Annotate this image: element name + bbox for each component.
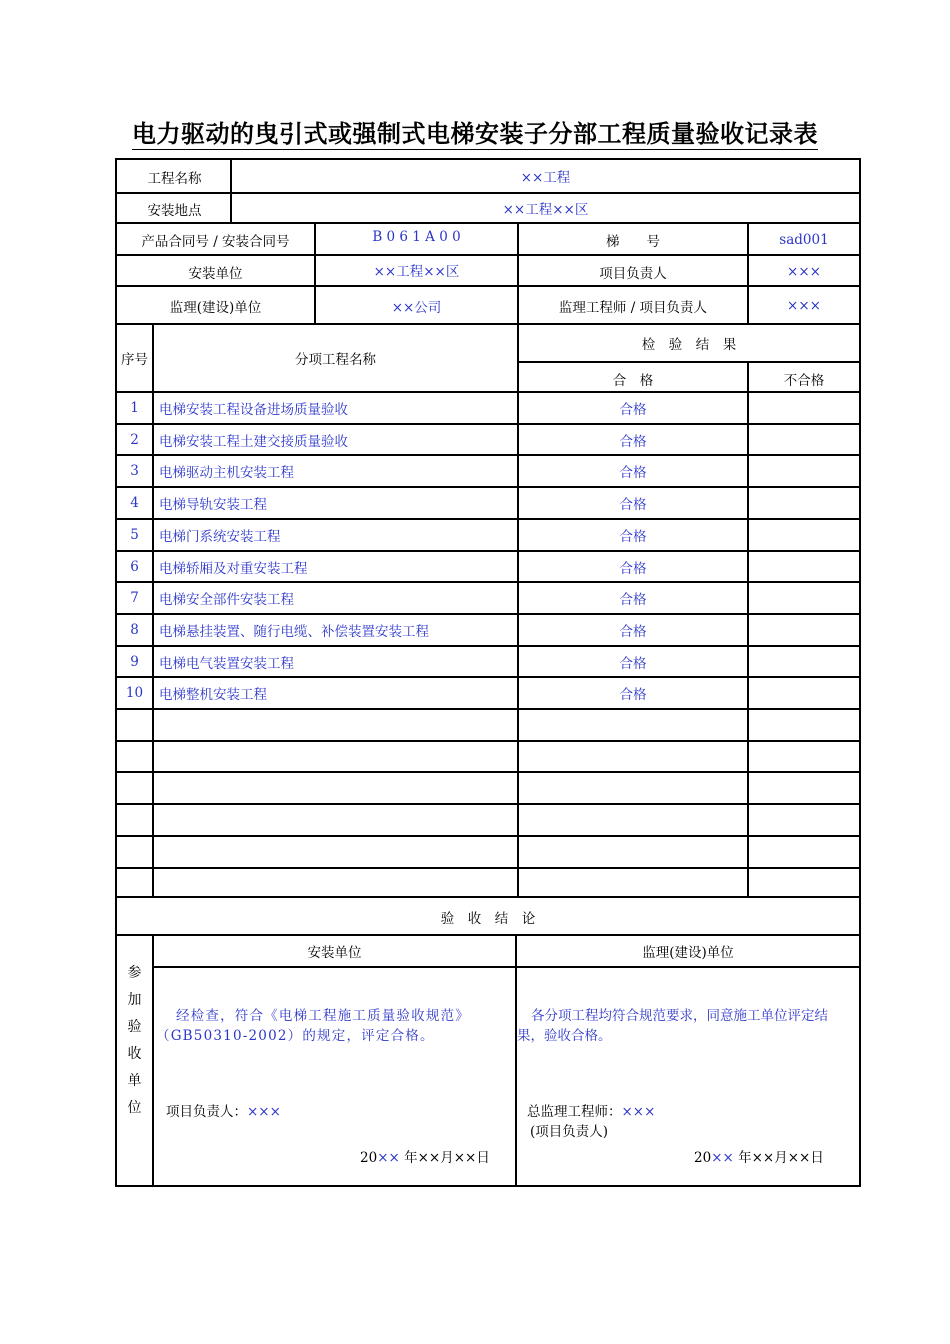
row-pass: [519, 742, 747, 771]
row-no: [117, 773, 152, 803]
row-no: 5: [130, 527, 139, 543]
row-name: 电梯悬挂装置、随行电缆、补偿装置安装工程: [159, 624, 429, 640]
participating-units-label: [117, 960, 152, 1122]
row-pass: 合格: [619, 465, 647, 481]
row-pass: 合格: [619, 402, 647, 418]
row-fail: [749, 869, 859, 898]
row-no: 6: [130, 558, 139, 575]
row-no: [117, 869, 152, 898]
supervisor-engineer-value: ×××: [787, 298, 821, 314]
row-pass: 合格: [619, 687, 647, 703]
row-fail: [749, 615, 859, 645]
col-fail-header: 不合格: [783, 373, 825, 389]
installer-opinion: 经检查，符合《电梯工程施工质量验收规范》（GB50310-2002）的规定，评定合格。: [156, 1008, 470, 1044]
installer-heading: 安装单位: [307, 945, 362, 961]
row-fail: [749, 552, 859, 581]
row-no: [117, 742, 152, 771]
row-fail: [749, 773, 859, 803]
row-no: 8: [130, 622, 139, 638]
project-name-label: 工程名称: [147, 171, 202, 187]
row-name: 电梯安全部件安装工程: [159, 592, 294, 608]
row-no: 7: [130, 590, 139, 606]
page-title: 电力驱动的曳引式或强制式电梯安装子分部工程质量验收记录表: [132, 119, 818, 148]
row-fail: [749, 805, 859, 835]
row-fail: [749, 583, 859, 613]
row-pass: 合格: [619, 560, 647, 577]
col-name-header: 分项工程名称: [295, 352, 376, 368]
row-fail: [749, 710, 859, 740]
row-name: 电梯门系统安装工程: [159, 529, 281, 545]
acceptance-form: [115, 158, 861, 1187]
row-name: [154, 710, 517, 740]
contract-value: B 0 6 1 A 0 0: [372, 229, 461, 245]
row-name: 电梯安装工程设备进场质量验收: [159, 402, 348, 418]
row-name: [154, 869, 517, 898]
conclusion-heading: 验 收 结 论: [440, 911, 536, 927]
supervisor-signature-sub: (项目负责人): [530, 1124, 609, 1140]
row-fail: [749, 393, 859, 423]
installer-signature: 项目负责人：×××: [166, 1104, 281, 1120]
row-pass: 合格: [619, 655, 647, 672]
supervisor-label: 监理(建设)单位: [169, 300, 262, 316]
row-fail: [749, 488, 859, 518]
row-fail: [749, 647, 859, 676]
side-label-char: 单: [127, 1073, 142, 1089]
row-fail: [749, 678, 859, 708]
side-label-char: 加: [127, 992, 142, 1008]
row-no: 4: [130, 495, 139, 511]
row-no: 2: [130, 431, 139, 448]
project-name-value: ××工程: [520, 170, 571, 186]
row-name: [154, 837, 517, 867]
installer-value: ××工程××区: [373, 263, 460, 280]
side-label-char: 收: [127, 1046, 142, 1062]
supervisor-signature: 总监理工程师：×××: [527, 1104, 656, 1120]
supervisor-opinion: 各分项工程均符合规范要求，同意施工单位评定结果，验收合格。: [517, 1008, 828, 1044]
row-name: 电梯安装工程土建交接质量验收: [159, 433, 348, 450]
row-pass: 合格: [619, 624, 647, 640]
row-pass: 合格: [619, 433, 647, 450]
elevator-no-label: 梯 号: [606, 234, 660, 250]
pm-label: 项目负责人: [599, 265, 667, 282]
pm-value: ×××: [787, 263, 821, 280]
installer-date: 20×× 年××月××日: [360, 1150, 490, 1166]
row-pass: [519, 773, 747, 803]
row-name: [154, 742, 517, 771]
side-label-char: 位: [127, 1100, 142, 1116]
supervisor-engineer-label: 监理工程师 / 项目负责人: [558, 300, 708, 316]
row-name: 电梯整机安装工程: [159, 687, 267, 703]
row-pass: [519, 710, 747, 740]
row-no: [117, 710, 152, 740]
side-label-char: 验: [127, 1019, 142, 1035]
row-pass: 合格: [619, 529, 647, 545]
row-fail: [749, 837, 859, 867]
row-no: 1: [130, 400, 139, 416]
row-fail: [749, 742, 859, 771]
row-name: 电梯电气装置安装工程: [159, 655, 294, 672]
contract-label: 产品合同号 / 安装合同号: [141, 234, 290, 250]
location-value: ××工程××区: [502, 202, 589, 218]
row-pass: [519, 837, 747, 867]
row-no: 10: [125, 685, 144, 701]
supervisor-date: 20×× 年××月××日: [694, 1150, 824, 1166]
row-pass: 合格: [619, 592, 647, 608]
row-pass: [519, 805, 747, 835]
side-label-char: 参: [127, 965, 142, 981]
col-pass-header: 合 格: [612, 373, 654, 389]
col-no-header: 序号: [121, 352, 148, 368]
location-label: 安装地点: [147, 203, 202, 219]
row-name: [154, 773, 517, 803]
col-result-header: 检 验 结 果: [641, 337, 737, 353]
row-no: 3: [130, 463, 139, 479]
row-name: 电梯轿厢及对重安装工程: [159, 560, 308, 577]
row-no: [117, 837, 152, 867]
row-name: 电梯驱动主机安装工程: [159, 465, 294, 481]
supervisor-value: ××公司: [391, 300, 442, 316]
supervisor-heading: 监理(建设)单位: [642, 945, 734, 961]
row-pass: [519, 869, 747, 898]
row-no: [117, 805, 152, 835]
row-name: 电梯导轨安装工程: [159, 497, 267, 513]
row-pass: 合格: [619, 497, 647, 513]
row-fail: [749, 520, 859, 550]
installer-label: 安装单位: [188, 265, 243, 282]
row-name: [154, 805, 517, 835]
row-no: 9: [130, 653, 139, 670]
row-fail: [749, 425, 859, 454]
elevator-no-value: sad001: [779, 232, 829, 248]
row-fail: [749, 456, 859, 486]
